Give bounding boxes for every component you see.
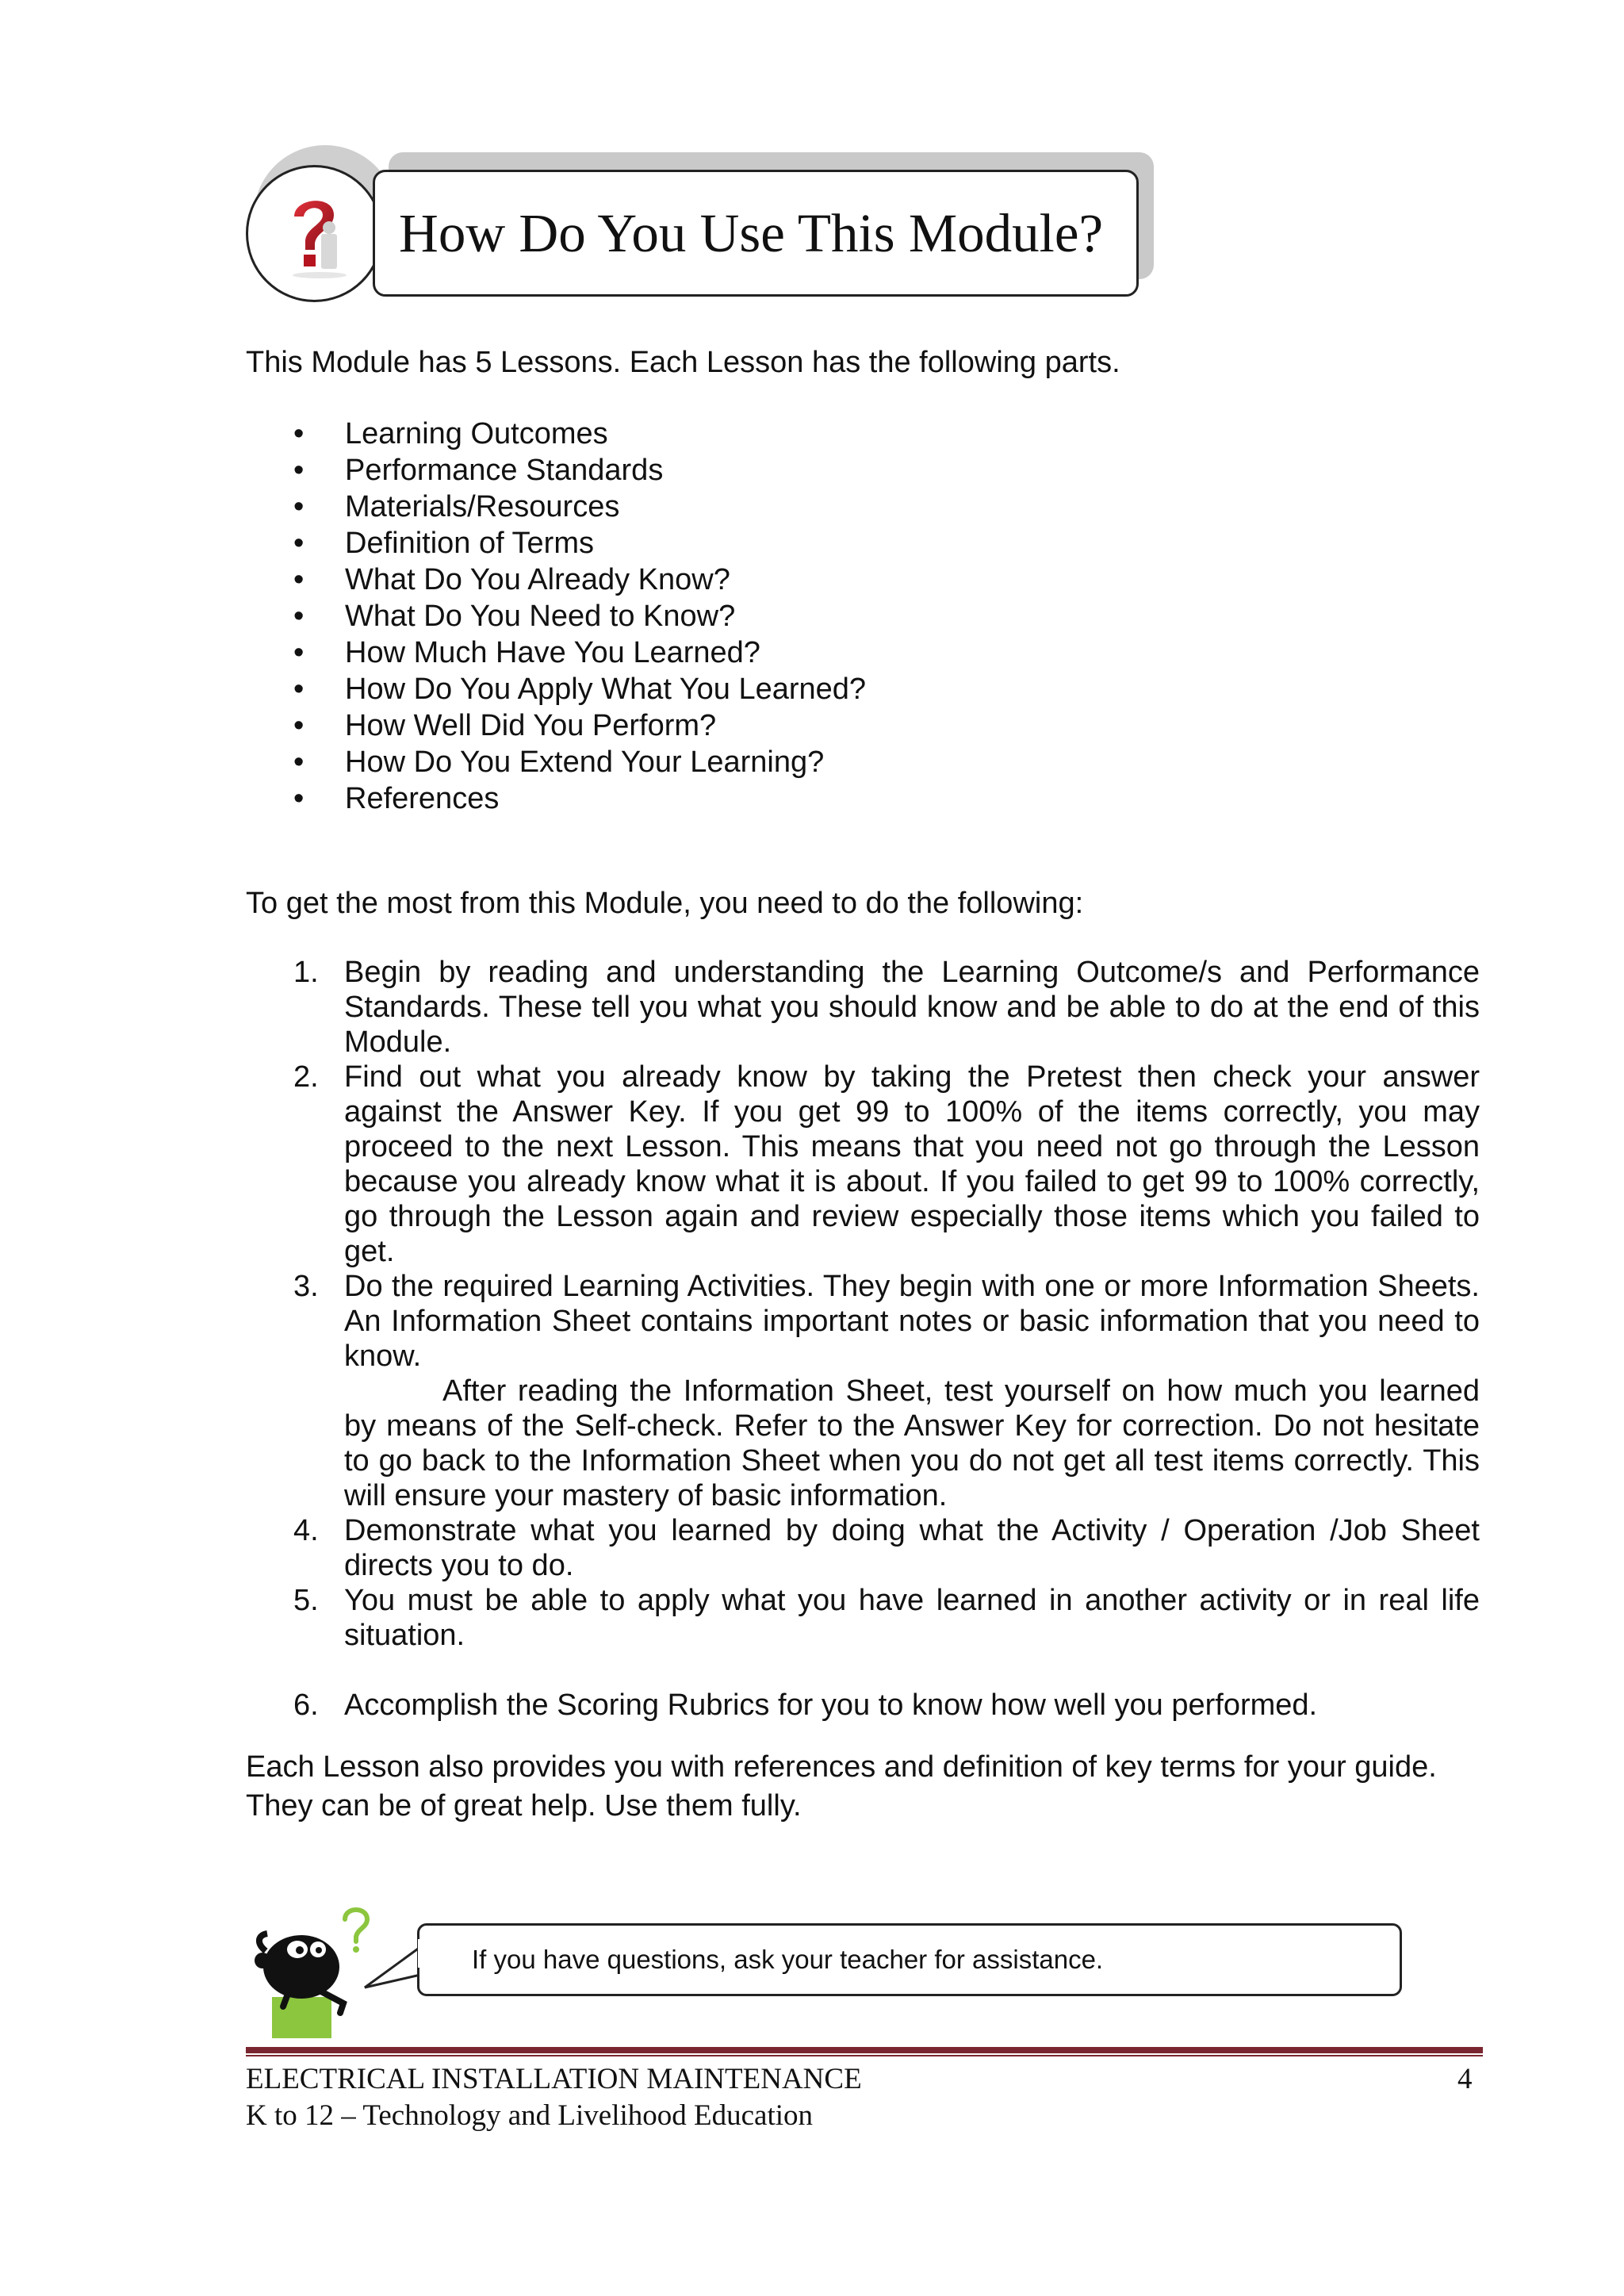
step-number: 5. [293,1584,319,1617]
step-text: Demonstrate what you learned by doing what the Activity / Operation /Job Sheet directs you to do. [344,1514,1480,1582]
step-item [293,955,1480,1060]
footer-rule-thin [246,2055,1483,2056]
icon-circle [246,165,383,302]
step-number: 3. [293,1270,319,1303]
step-item [293,1060,1480,1269]
lesson-parts-list [293,416,1404,817]
step-text: Accomplish the Scoring Rubrics for you to know how well you performed. [344,1688,1318,1722]
intro-text: This Module has 5 Lessons. Each Lesson has the following parts. [246,346,1120,379]
closing-line: They can be of great help. Use them fully. [246,1789,802,1823]
step-item [293,1269,1480,1513]
list-item: • References [293,780,1404,817]
footer-program: K to 12 – Technology and Livelihood Education [246,2099,814,2132]
step-text: Do the required Learning Activities. They begin with one or more Information Sheets. An Information Sheet contains important notes or basic information that you need to know. [344,1270,1480,1373]
assistance-note: If you have questions, ask your teacher for assistance. [472,1945,1104,1974]
list-item: • How Do You Apply What You Learned? [293,671,1404,707]
list-item: • Definition of Terms [293,525,1404,562]
page-title: How Do You Use This Module? [399,202,1104,263]
list-item: • Learning Outcomes [293,416,1404,452]
list-item: • How Well Did You Perform? [293,707,1404,744]
step-item [293,1688,1480,1723]
step-number: 1. [293,956,319,989]
footer-rule [246,2047,1483,2053]
list-item: • How Much Have You Learned? [293,634,1404,671]
list-item: • What Do You Already Know? [293,562,1404,598]
footer-course-title: ELECTRICAL INSTALLATION MAINTENANCE [246,2063,862,2095]
list-item: • Performance Standards [293,452,1404,489]
list-item: • Materials/Resources [293,489,1404,525]
instructions-intro: To get the most from this Module, you need to do the following: [246,887,1084,920]
title-box [373,170,1139,297]
step-text-continued: After reading the Information Sheet, test yourself on how much you learned by means of the Self-check. Refer to the Answer Key for correction. Do not hesitate to go back to the Information Sheet when you do not get all test items correctly. This will ensure your mastery of basic information. [344,1374,1480,1512]
step-text: Find out what you already know by taking the Pretest then check your answer against the Answer Key. If you get 99 to 100% of the items correctly, you may proceed to the next Lesson. This means that you need not go through the Lesson because you already know what it is about. If you failed to get 99 to 100% correctly, go through the Lesson again and review especially those items which you failed to get. [344,1060,1480,1268]
speech-bubble [417,1923,1402,1996]
bubble-tail-cover [418,1939,424,1968]
closing-text [246,1748,1483,1826]
step-number: 6. [293,1688,319,1722]
step-text: Begin by reading and understanding the Learning Outcome/s and Performance Standards. These tell you what you should know and be able to do at the end of this Module. [344,956,1480,1059]
list-item: • What Do You Need to Know? [293,598,1404,634]
page-number: 4 [1457,2063,1473,2095]
steps-list [293,955,1480,1723]
question-mark-icon [248,167,381,300]
step-item [293,1513,1480,1583]
step-number: 2. [293,1060,319,1094]
step-text: You must be able to apply what you have learned in another activity or in real life situation. [344,1584,1480,1652]
closing-line: Each Lesson also provides you with references and definition of key terms for your guide. [246,1750,1437,1784]
step-item [293,1583,1480,1653]
step-number: 4. [293,1514,319,1547]
list-item: • How Do You Extend Your Learning? [293,744,1404,780]
